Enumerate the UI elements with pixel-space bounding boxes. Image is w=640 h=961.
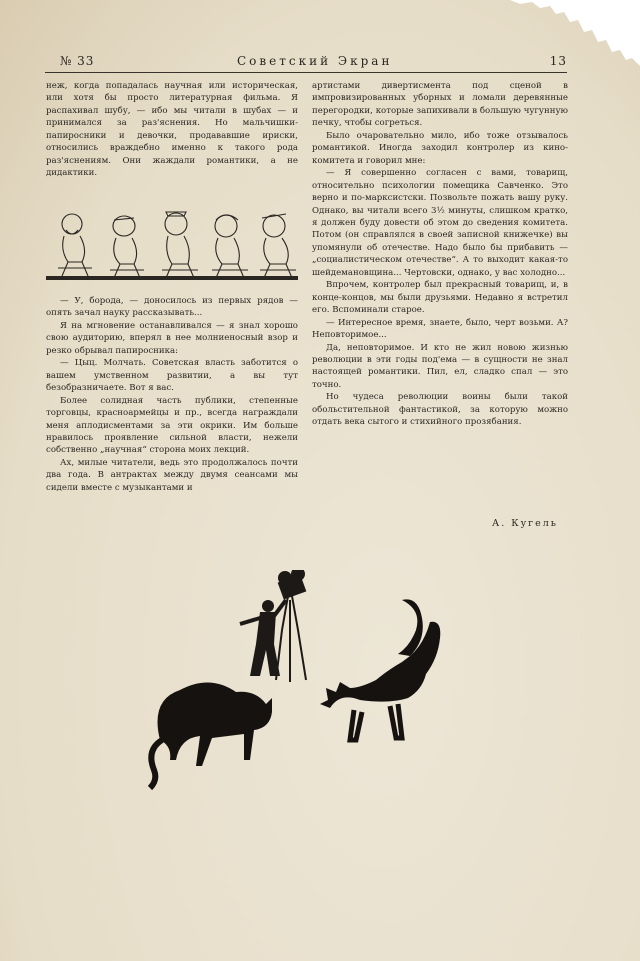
page-number: 13 <box>549 54 567 68</box>
paragraph: неж, когда попадалась научная или историческая, или хотя бы просто литературная фильма. Я распахивал шубу, — ибо мы читали в шубах — и принимался за раз'яснения. Но мальчишки-папиросники и девочки, продававшие ириски, относились враждебно именно к такого рода раз'яснениям. Они жаждали романтики, а не дидактики. <box>46 81 298 179</box>
paragraph: Впрочем, контролер был прекрасный товарищ, и, в конце-концов, мы были друзьями. Недавно я встретил его. Вспоминали старое. <box>312 280 568 316</box>
right-cat-icon <box>320 599 440 740</box>
seated-figure <box>212 215 248 278</box>
paragraph: артистами дивертисмента под сценой в импровизированных уборных и ломали деревянные перегородки, которые запихивали в большую чугунную печку, чтобы согреться. <box>312 81 568 129</box>
paragraph: Было очаровательно мило, ибо тоже отзывалось романтикой. Иногда заходил контролер из кино-комитета и говорил мне: <box>312 130 568 166</box>
paragraph: — Я совершенно согласен с вами, товарищ, относительно психологии помещика Савченко. Это верно и по-марксистски. Позвольте пожать вашу руку. Однако, вы читали всего 3½ минуты, слишком кратко, я должен буду довести об этом до сведения комитета. Потом (он справлялся в своей записной книжечке) вы упомянули об отечестве. Надо было бы прибавить — „социалистическом отечестве“. А то выходит какая-то шейдемановщина... Чертовски, однако, у вас холодно... <box>312 168 568 278</box>
caricature-illustration <box>46 200 298 282</box>
left-column-bottom <box>46 295 298 494</box>
paragraph: — Цыц. Молчать. Советская власть заботится о вашем умственном развитии, а вы тут безобразничаете. Вот я вас. <box>46 358 298 394</box>
paragraph: Более солидная часть публики, степенные торговцы, красноармейцы и пр., всегда награждали меня аплодисментами за эти окрики. Им больше нравилось проявление сильной власти, нежели собственно „научная“ сторона моих лекций. <box>46 395 298 456</box>
issue-number: № 33 <box>60 54 95 68</box>
right-column <box>312 80 568 429</box>
left-column-top <box>46 80 298 180</box>
page-header <box>45 54 567 72</box>
paragraph: — Интересное время, знаете, было, черт возьми. А? Неповторимое... <box>312 317 568 341</box>
seated-figure <box>58 214 92 276</box>
paragraph: Ах, милые читатели, ведь это продолжалось почти два года. В антрактах между двумя сеансами мы сидели вместе с музыкантами и <box>46 457 298 493</box>
paragraph: Да, неповторимое. И кто не жил новою жизнью революции в эти годы под'ема — в сущности не знал настоящей романтики. Пил, ел, сладко спал — это точно. <box>312 342 568 390</box>
paragraph: — У, борода, — доносилось из первых рядов — опять зачал науку рассказывать... <box>46 296 298 319</box>
cameraman-cats-illustration <box>140 570 460 810</box>
magazine-title: Советский Экран <box>237 54 393 68</box>
author-signature: А. Кугель <box>492 518 558 529</box>
cameraman-icon <box>240 570 306 682</box>
paragraph: Я на мгновение останавливался — я знал хорошо свою аудиторию, вперял в нее молниеносный взор и резко обрывал папиросника: <box>46 320 298 356</box>
header-rule <box>45 72 567 73</box>
left-cat-icon <box>150 682 272 788</box>
seated-figure <box>260 214 296 278</box>
paragraph: Но чудеса революции воины были такой обольстительной фантастикой, за которую можно отдать века сытого и стихийного прозябания. <box>312 392 568 428</box>
seated-figure <box>162 212 198 278</box>
seated-figure <box>110 216 144 278</box>
